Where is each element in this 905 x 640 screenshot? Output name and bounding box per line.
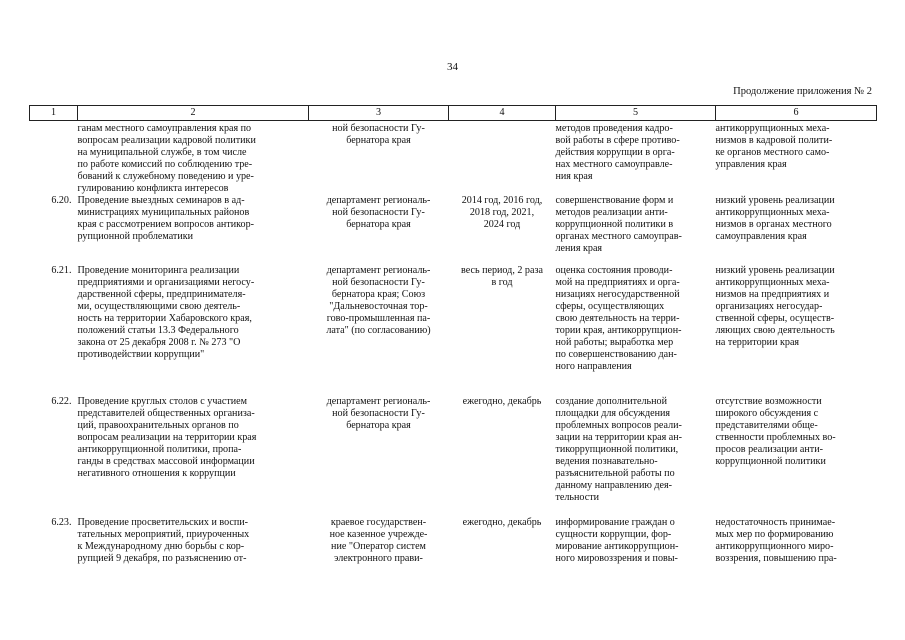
column-header: 2 [78, 106, 309, 121]
table-row [30, 121, 877, 196]
table-row [30, 517, 877, 577]
column-header: 6 [716, 106, 877, 121]
measure-cell: Проведение выездных семинаров в ад- министрациях муниципальных районов края с рассмотрением вопросов антикор- рупционной проблематики [77, 195, 254, 242]
table-header-row [30, 106, 877, 121]
measures-table [29, 105, 877, 577]
column-header: 1 [30, 106, 78, 121]
problem-cell: отсутствие возможности широкого обсуждения с представителями обще- ственности проблемных во- просов реализации анти- коррупционной политики [715, 396, 836, 467]
period-cell: весь период, 2 раза в год [461, 265, 543, 288]
page-number: 34 [447, 61, 458, 73]
executor-cell: департамент региональ- ной безопасности Гу- бернатора края; Союз "Дальневосточная тор- гово-промышленная па- лата" (по согласованию) [326, 265, 431, 336]
measure-cell: ганам местного самоуправления края по вопросам реализации кадровой политики на муниципальной службе, в том числе по работе комиссий по соблюдению тре- бований к служебному поведению и уре- гулированию конфликта интересов [77, 123, 256, 194]
result-cell: создание дополнительной площадки для обсуждения проблемных вопросов реали- зации на территории края ан- тикоррупционной политики, ведения познавательно- разъяснительной работы по данному направлению дея- тельности [555, 396, 683, 503]
column-header: 4 [449, 106, 556, 121]
table-row [30, 195, 877, 265]
problem-cell: антикоррупционных меха- низмов в кадровой полити- ке органов местного само- управления края [715, 123, 833, 170]
column-header: 5 [556, 106, 716, 121]
result-cell: методов проведения кадро- вой работы в сфере противо- действия коррупции в орга- нах местного самоуправле- ния края [555, 123, 680, 182]
period-cell [449, 121, 556, 196]
table-row [30, 265, 877, 396]
problem-cell: недостаточность принимае- мых мер по формированию антикоррупционного миро- воззрения, повышению пра- [715, 517, 837, 564]
result-cell: совершенствование форм и методов реализации анти- коррупционной политики в органах местного самоуправ- ления края [555, 195, 682, 254]
measure-cell: Проведение круглых столов с участием представителей общественных организа- ций, правоохранительных органов по вопросам реализации на территории края антикоррупционной политики, пропа- ганды в средствах массовой информации негативного отношения к коррупции [77, 396, 257, 479]
column-header: 3 [309, 106, 449, 121]
row-number: 6.21. [51, 265, 72, 276]
executor-cell: департамент региональ- ной безопасности Гу- бернатора края [326, 195, 431, 230]
measure-cell: Проведение мониторинга реализации предприятиями и организациями негосу- дарственной сферы, предпринимателя- ми, осуществляющими свою деятель- ность на территории Хабаровского края, положений статьи 13.3 Федерального закона от 25 декабря 2008 г. № 273 "О противодействии коррупции" [77, 265, 255, 360]
table-row [30, 396, 877, 517]
executor-cell: ной безопасности Гу- бернатора края [332, 123, 425, 146]
row-number: 6.22. [51, 396, 72, 407]
appendix-continuation-caption: Продолжение приложения № 2 [733, 86, 872, 97]
executor-cell: департамент региональ- ной безопасности Гу- бернатора края [326, 396, 431, 431]
row-number: 6.23. [51, 517, 72, 528]
period-cell: ежегодно, декабрь [462, 517, 542, 528]
problem-cell: низкий уровень реализации антикоррупционных меха- низмов в органах местного самоуправления края [715, 195, 835, 242]
executor-cell: краевое государствен- ное казенное учрежде- ние "Оператор систем электронного прави- [329, 517, 428, 564]
row-number: 6.20. [51, 195, 72, 206]
result-cell: информирование граждан о сущности коррупции, фор- мирование антикоррупцион- ного мировоззрения и повы- [555, 517, 679, 564]
measure-cell: Проведение просветительских и воспи- тательных мероприятий, приуроченных к Международному дню борьбы с кор- рупцией 9 декабря, по разъяснению от- [77, 517, 250, 564]
result-cell: оценка состояния проводи- мой на предприятиях и орга- низациях негосударственной сферы, осуществляющих свою деятельность на терри- тории края, антикоррупцион- ной работы; выработка мер по совершенствованию дан- ного направления [555, 265, 682, 372]
problem-cell: низкий уровень реализации антикоррупционных меха- низмов на предприятиях и организациях негосудар- ственной сферы, осуществ- ляющих свою деятельность на территории края [715, 265, 835, 348]
row-number [30, 121, 78, 196]
period-cell: 2014 год, 2016 год, 2018 год, 2021, 2024 год [461, 195, 543, 230]
period-cell: ежегодно, декабрь [462, 396, 542, 407]
